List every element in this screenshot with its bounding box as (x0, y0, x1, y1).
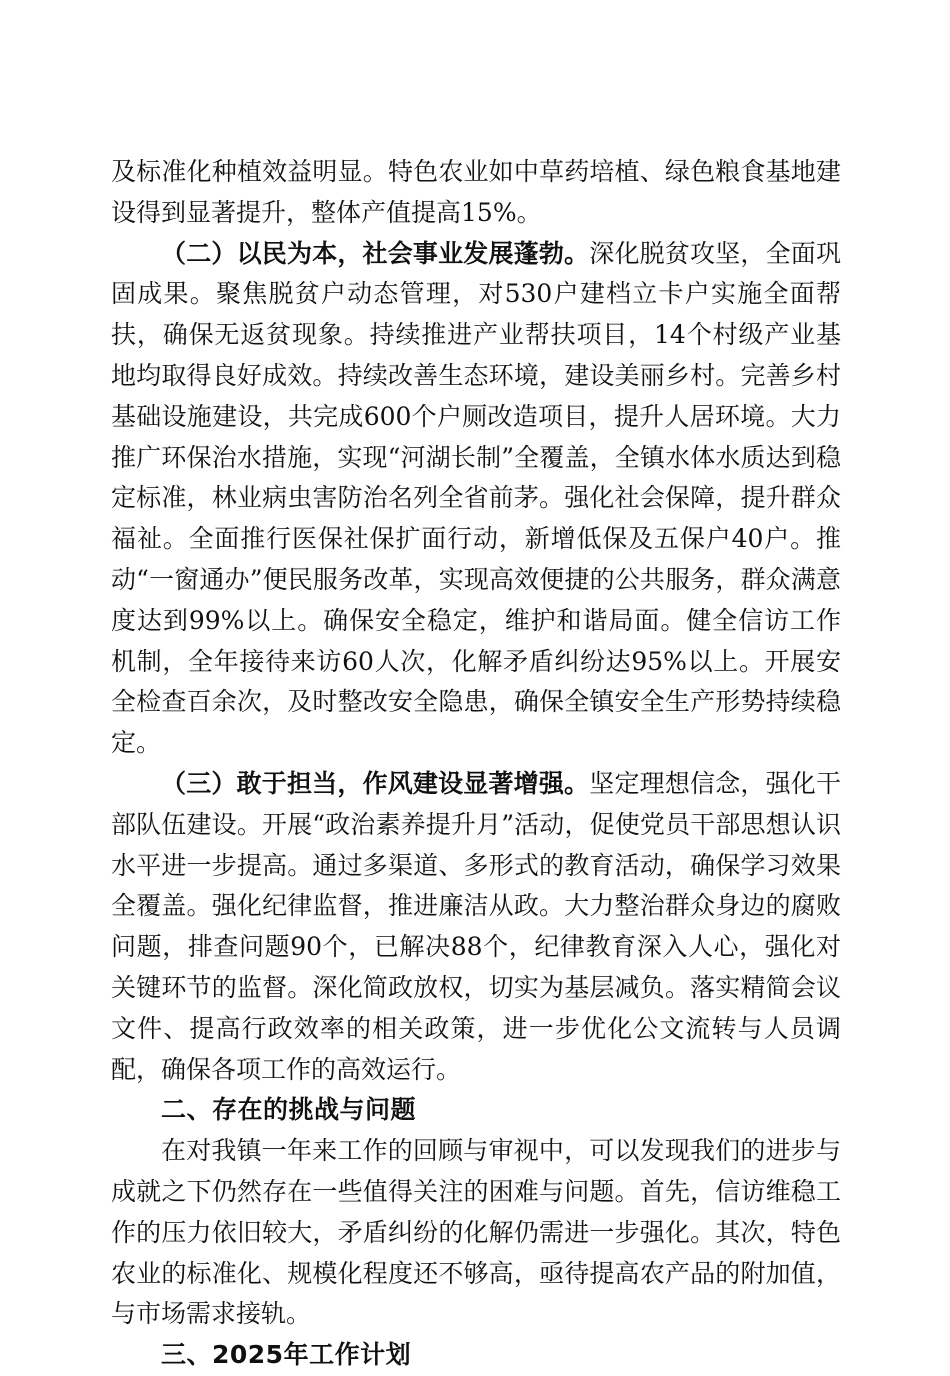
section-body-work-style: 坚定理想信念，强化干部队伍建设。开展“政治素养提升月”活动，促使党员干部思想认识水平进一步提高。通过多渠道、多形式的教育活动，确保学习效果全覆盖。强化纪律监督，推进廉洁从政。大力整治群众身边的腐败问题，排查问题90个，已解决88个，纪律教育深入人心，强化对关键环节的监督。深化简政放权，切实为基层减负。落实精简会议文件、提高行政效率的相关政策，进一步优化公文流转与人员调配，确保各项工作的高效运行。 (111, 768, 841, 1084)
heading-challenges: 二、存在的挑战与问题 (161, 1095, 417, 1125)
paragraph-agriculture-continuation: 及标准化种植效益明显。特色农业如中草药培植、绿色粮食基地建设得到显著提升，整体产值提高15%。 (111, 157, 841, 227)
paragraph-challenges: 在对我镇一年来工作的回顾与审视中，可以发现我们的进步与成就之下仍然存在一些值得关注的困难与问题。首先，信访维稳工作的压力依旧较大，矛盾纠纷的化解仍需进一步强化。其次，特色农业的标准化、规模化程度还不够高，亟待提高农产品的附加值，与市场需求接轨。 (111, 1136, 841, 1329)
section-body-social: 深化脱贫攻坚，全面巩固成果。聚焦脱贫户动态管理，对530户建档立卡户实施全面帮扶，确保无返贫现象。持续推进产业帮扶项目，14个村级产业基地均取得良好成效。持续改善生态环境，建设美丽乡村。完善乡村基础设施建设，共完成600个户厕改造项目，提升人居环境。大力推广环保治水措施，实现“河湖长制”全覆盖，全镇水体水质达到稳定标准，林业病虫害防治名列全省前茅。强化社会保障，提升群众福祉。全面推行医保社保扩面行动，新增低保及五保户40户。推动“一窗通办”便民服务改革，实现高效便捷的公共服务，群众满意度达到99%以上。确保安全稳定，维护和谐局面。健全信访工作机制，全年接待来访60人次，化解矛盾纠纷达95%以上。开展安全检查百余次，及时整改安全隐患，确保全镇安全生产形势持续稳定。 (111, 238, 841, 758)
paragraph-social-development (111, 234, 841, 764)
paragraph-work-style (111, 764, 841, 1090)
section-lead-work-style: （三）敢于担当，作风建设显著增强。 (161, 768, 590, 798)
section-lead-social: （二）以民为本，社会事业发展蓬勃。 (161, 238, 590, 268)
document-body (111, 152, 841, 1376)
heading-work-plan: 三、2025年工作计划 (161, 1340, 412, 1370)
